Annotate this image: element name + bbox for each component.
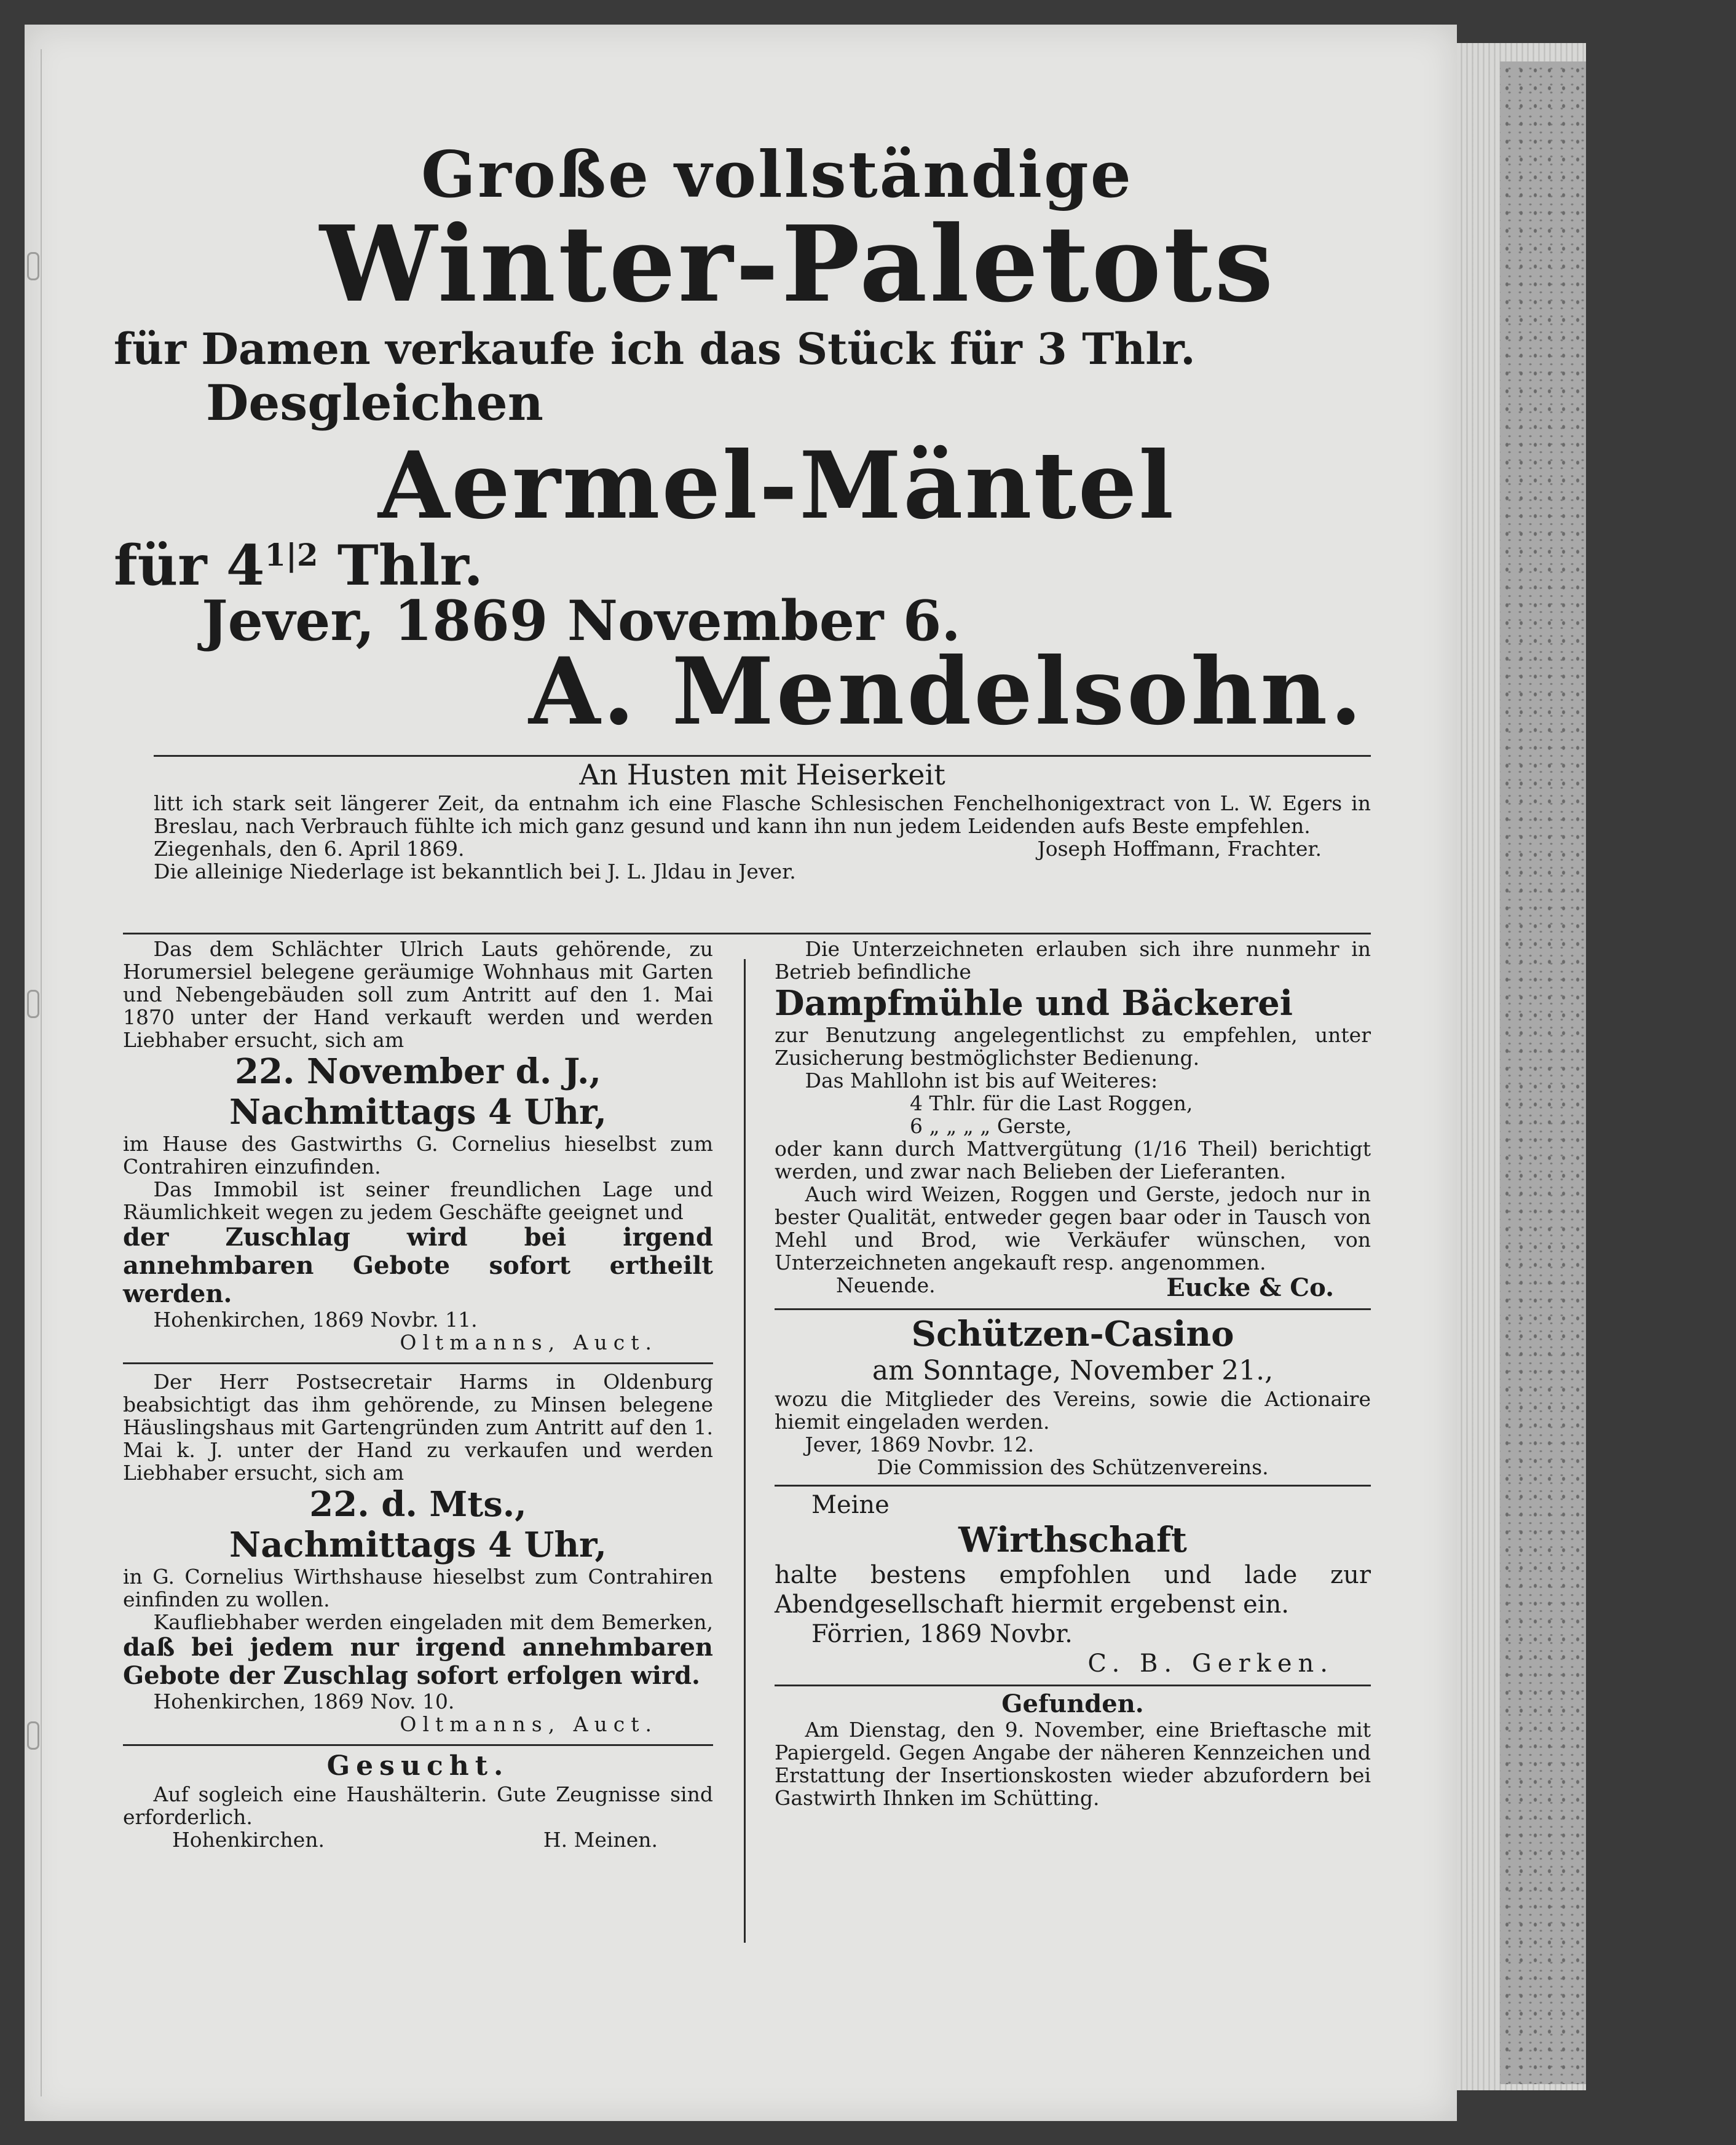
mill-body: zur Benutzung angelegentlichst zu empfehlen, unter Zusicherung bestmöglichster Bedienung.: [775, 1023, 1371, 1070]
binding-stitch: [27, 252, 39, 280]
wanted-place: Hohenkirchen.: [172, 1828, 325, 1852]
ad-bold-notice: der Zuschlag wird bei irgend annehmbaren Gebote sofort ertheilt werden.: [123, 1223, 713, 1308]
price-fraction: 1|2: [264, 537, 318, 573]
ad-place-date: Hohenkirchen, 1869 Novbr. 11.: [153, 1308, 478, 1332]
casino-signature: Die Commission des Schützenvereins.: [877, 1455, 1269, 1479]
ad-note: Kaufliebhaber werden eingeladen mit dem Bemerken, daß bei jedem nur irgend annehmbaren Gebote der Zuschlag sofort erfolgen wird.: [123, 1610, 713, 1690]
ad-signature: Oltmanns, Auct.: [400, 1330, 658, 1354]
mill-ad: [775, 938, 1371, 1302]
house-sale-ad-2: [123, 1362, 713, 1736]
wanted-ad: [123, 1744, 713, 1851]
mill-title: Dampfmühle und Bäckerei: [775, 983, 1293, 1024]
wanted-body: Auf sogleich eine Haushälterin. Gute Zeugnisse sind erforderlich.: [123, 1782, 713, 1829]
casino-title: Schützen-Casino: [911, 1314, 1234, 1354]
ad-headline-2: Winter-Paletots: [320, 203, 1276, 326]
husten-place-date: Ziegenhals, den 6. April 1869.: [154, 837, 465, 861]
mill-signature: Eucke & Co.: [1166, 1273, 1334, 1302]
ad-time: Nachmittags 4 Uhr,: [229, 1525, 607, 1565]
husten-ad: [154, 757, 1371, 883]
tavern-ad: [775, 1485, 1371, 1678]
mill-place: Neuende.: [836, 1273, 936, 1297]
left-column: [123, 938, 713, 1851]
casino-body: wozu die Mitglieder des Vereins, sowie die Actionaire hiemit eingeladen werden.: [775, 1387, 1371, 1434]
mill-price-note: oder kann durch Mattvergütung (1/16 Theil) berichtigt werden, und zwar nach Belieben der Lieferanten.: [775, 1137, 1371, 1183]
mill-price-intro: Das Mahllohn ist bis auf Weiteres:: [805, 1069, 1158, 1092]
mill-intro: Die Unterzeichneten erlauben sich ihre nunmehr in Betrieb befindliche: [775, 937, 1371, 984]
tavern-body: halte bestens empfohlen und lade zur Abendgesellschaft hiermit ergebenst ein.: [775, 1561, 1371, 1619]
ad-place-date: Hohenkirchen, 1869 Nov. 10.: [153, 1689, 455, 1713]
mill-price-rye: 4 Thlr. für die Last Roggen,: [910, 1091, 1193, 1115]
casino-place-date: Jever, 1869 Novbr. 12.: [805, 1432, 1035, 1456]
mill-wheat: Auch wird Weizen, Roggen und Gerste, jedoch nur in bester Qualität, entweder gegen baar oder in Tausch von Mehl und Brod, wie Verkäufer wünschen, von Unterzeichneten angekauft resp. angenommen.: [775, 1182, 1371, 1274]
tavern-place-date: Förrien, 1869 Novbr.: [811, 1620, 1073, 1648]
wanted-title: Gesucht.: [326, 1750, 510, 1782]
husten-signoff: [154, 837, 1371, 860]
column-rule: [744, 959, 746, 1943]
casino-date: am Sonntage, November 21.,: [872, 1355, 1274, 1386]
husten-title: An Husten mit Heiserkeit: [579, 758, 945, 791]
right-column: [775, 938, 1371, 1809]
wanted-signature: H. Meinen.: [543, 1828, 658, 1852]
tavern-signature: C. B. Gerken.: [1087, 1649, 1334, 1678]
tavern-intro: Meine: [811, 1491, 890, 1519]
ad-signature: Oltmanns, Auct.: [400, 1712, 658, 1736]
ad-intro: Das dem Schlächter Ulrich Lauts gehörende, zu Horumersiel belegene geräumige Wohnhaus mit Garten und Nebengebäuden soll zum Antritt auf den 1. Mai 1870 unter der Hand verkauft werden und werden Liebhaber ersucht, sich am: [123, 937, 713, 1052]
found-ad: [775, 1685, 1371, 1809]
ad-bold-notice: daß bei jedem nur irgend annehmbaren Gebote der Zuschlag sofort erfolgen wird.: [123, 1633, 713, 1690]
husten-body: litt ich stark seit längerer Zeit, da entnahm ich eine Flasche Schlesischen Fenchelhonigextract von L. W. Egers in Breslau, nach Verbrauch fühlte ich mich ganz gesund und kann ihn nun jedem Leidenden aufs Beste empfehlen.: [154, 791, 1371, 838]
ad-price: für $4^{1|2}$ Thlr.: [114, 533, 483, 598]
ad-date: 22. d. Mts.,: [309, 1484, 527, 1525]
tavern-title: Wirthschaft: [958, 1520, 1187, 1560]
ad-description: Das Immobil ist seiner freundlichen Lage und Räumlichkeit wegen zu jedem Geschäfte geeignet und: [123, 1177, 713, 1224]
husten-signature: Joseph Hoffmann, Frachter.: [1037, 837, 1322, 861]
found-body: Am Dienstag, den 9. November, eine Brieftasche mit Papiergeld. Gegen Angabe der näheren Kennzeichen und Erstattung der Insertionskosten wieder abzufordern bei Gastwirth Ihnken im Schütting.: [775, 1718, 1371, 1810]
ad-place: im Hause des Gastwirths G. Cornelius hieselbst zum Contrahiren einzufinden.: [123, 1132, 713, 1179]
ad-time: Nachmittags 4 Uhr,: [229, 1092, 607, 1132]
husten-footer: Die alleinige Niederlage ist bekanntlich bei J. L. Jldau in Jever.: [154, 859, 796, 883]
ad-date: 22. November d. J.,: [235, 1051, 601, 1092]
page-binding: [25, 49, 42, 2096]
binding-stitch: [27, 990, 39, 1018]
ad-headline-5: Aermel-Mäntel: [378, 432, 1176, 540]
ad-headline-1: Große vollständige: [421, 136, 1133, 212]
mill-price-barley: 6 „ „ „ „ Gerste,: [910, 1114, 1072, 1138]
divider-rule: [123, 933, 1371, 934]
mill-signoff: [775, 1274, 1371, 1302]
ad-intro: Der Herr Postsecretair Harms in Oldenburg beabsichtigt das ihm gehörende, zu Minsen belegene Häuslingshaus mit Gartengründen zum Antritt auf den 1. Mai k. J. unter der Hand zu verkaufen und werden Liebhaber ersucht, sich am: [123, 1370, 713, 1485]
ad-signature: A. Mendelsohn.: [529, 638, 1365, 746]
divider-rule: [154, 755, 1371, 757]
ad-place: in G. Cornelius Wirthshause hieselbst zum Contrahiren einfinden zu wollen.: [123, 1565, 713, 1611]
book-cover-edge: [1500, 61, 1586, 2084]
ad-headline-4: Desgleichen: [206, 374, 543, 432]
house-sale-ad: [123, 938, 713, 1354]
binding-stitch: [27, 1721, 39, 1750]
ad-place-date: Jever, 1869 November 6.: [202, 588, 961, 654]
ad-headline-3: für Damen verkaufe ich das Stück für 3 Thlr.: [114, 323, 1196, 374]
casino-ad: [775, 1308, 1371, 1479]
wanted-signoff: [123, 1828, 713, 1851]
found-title: Gefunden.: [1001, 1689, 1144, 1718]
